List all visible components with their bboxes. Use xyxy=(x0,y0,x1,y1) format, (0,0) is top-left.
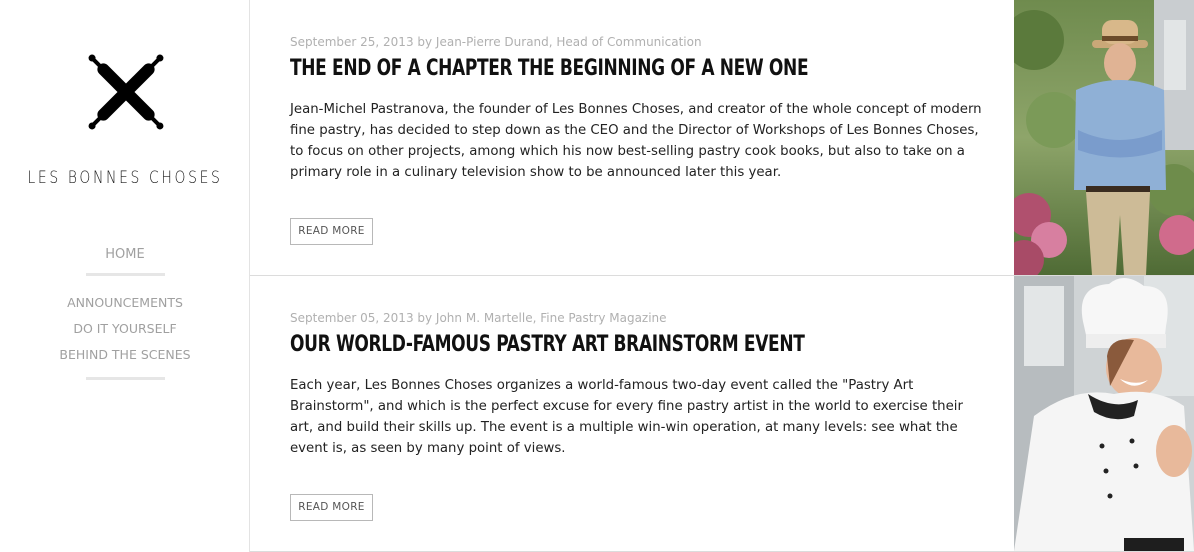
read-more-button[interactable]: READ MORE xyxy=(290,218,373,245)
nav-divider xyxy=(86,273,165,276)
article-title[interactable]: OUR WORLD-FAMOUS PASTRY ART BRAINSTORM EVENT xyxy=(290,332,805,357)
article-photo-chef xyxy=(1014,276,1194,551)
nav-item-announcements[interactable]: ANNOUNCEMENTS xyxy=(67,295,183,310)
article-excerpt: Jean-Michel Pastranova, the founder of Les Bonnes Choses, and creator of the whole concept of modern fine pastry, has decided to step down as the CEO and the Director of Workshops of Les Bonnes Choses, to focus on other projects, among which his now best-selling pastry cook books, but also to take on a primary role in a culinary television show to be announced later this year. xyxy=(290,102,982,180)
read-more-button[interactable]: READ MORE xyxy=(290,494,373,521)
nav-list xyxy=(0,296,250,374)
article-excerpt: Each year, Les Bonnes Choses organizes a world-famous two-day event called the "Pastry Art Brainstorm", and which is the perfect excuse for every fine pastry artist in the world to exercise their art, and build their skills up. The event is a multiple win-win operation, at many levels: see what the event is, as seen by many point of views. xyxy=(290,378,963,456)
article-meta: September 25, 2013 by Jean-Pierre Durand, Head of Communication xyxy=(290,35,702,49)
nav-item-do-it-yourself[interactable]: DO IT YOURSELF xyxy=(73,321,177,336)
crossed-rolling-pins-icon xyxy=(76,42,176,142)
nav-item-behind-the-scenes[interactable]: BEHIND THE SCENES xyxy=(59,347,191,362)
sidebar xyxy=(0,0,250,552)
article-card xyxy=(250,276,1194,552)
article-card xyxy=(250,0,1194,276)
article-meta: September 05, 2013 by John M. Martelle, Fine Pastry Magazine xyxy=(290,311,667,325)
article-photo-man-in-garden xyxy=(1014,0,1194,275)
smiling-chef-image xyxy=(1014,276,1194,551)
man-in-garden-image xyxy=(1014,0,1194,275)
nav-divider xyxy=(86,377,165,380)
brand-name: LES BONNES CHOSES xyxy=(27,168,223,188)
nav-home-link[interactable]: HOME xyxy=(105,247,145,262)
article-title[interactable]: THE END OF A CHAPTER THE BEGINNING OF A NEW ONE xyxy=(290,56,809,81)
